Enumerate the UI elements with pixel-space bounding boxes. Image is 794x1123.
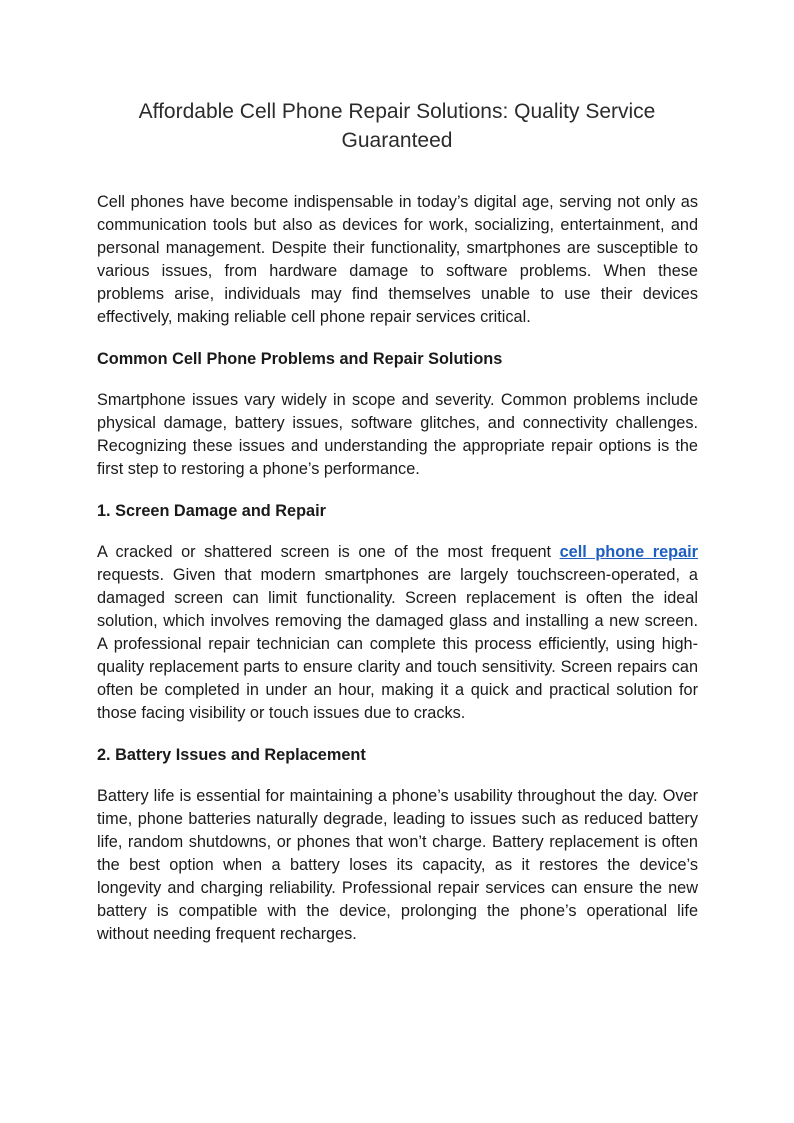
section-heading-battery: 2. Battery Issues and Replacement <box>97 745 366 764</box>
screen-damage-paragraph <box>97 541 698 725</box>
document-title: Affordable Cell Phone Repair Solutions: Quality Service Guaranteed <box>138 100 656 152</box>
document-body <box>97 191 698 965</box>
section-heading-common-problems: Common Cell Phone Problems and Repair Solutions <box>97 349 503 368</box>
cell-phone-repair-link[interactable]: cell phone repair <box>559 543 698 561</box>
intro-paragraph: Cell phones have become indispensable in today’s digital age, serving not only as communication tools but also as devices for work, socializing, entertainment, and personal management. Despite their functionality, smartphones are susceptible to various issues, from hardware damage to software problems. When these problems arise, individuals may find themselves unable to use their devices effectively, making reliable cell phone repair services critical. <box>97 193 698 326</box>
screen-text-before-link: A cracked or shattered screen is one of the most frequent <box>97 543 560 561</box>
screen-text-after-link: requests. Given that modern smartphones are largely touchscreen-operated, a damaged screen can limit functionality. Screen replacement is often the ideal solution, which involves removing the damaged glass and installing a new screen. A professional repair technician can complete this process efficiently, using high-quality replacement parts to ensure clarity and touch sensitivity. Screen repairs can often be completed in under an hour, making it a quick and practical solution for those facing visibility or touch issues due to cracks. <box>97 566 698 722</box>
battery-paragraph: Battery life is essential for maintaining a phone’s usability throughout the day. Over time, phone batteries naturally degrade, leading to issues such as reduced battery life, random shutdowns, or phones that won’t charge. Battery replacement is often the best option when a battery loses its capacity, as it restores the device’s longevity and charging reliability. Professional repair services can ensure the new battery is compatible with the device, prolonging the phone’s operational life without needing frequent recharges. <box>97 787 698 943</box>
common-problems-paragraph: Smartphone issues vary widely in scope and severity. Common problems include physical damage, battery issues, software glitches, and connectivity challenges. Recognizing these issues and understanding the appropriate repair options is the first step to restoring a phone’s performance. <box>97 391 698 478</box>
section-heading-screen-damage: 1. Screen Damage and Repair <box>97 501 326 520</box>
